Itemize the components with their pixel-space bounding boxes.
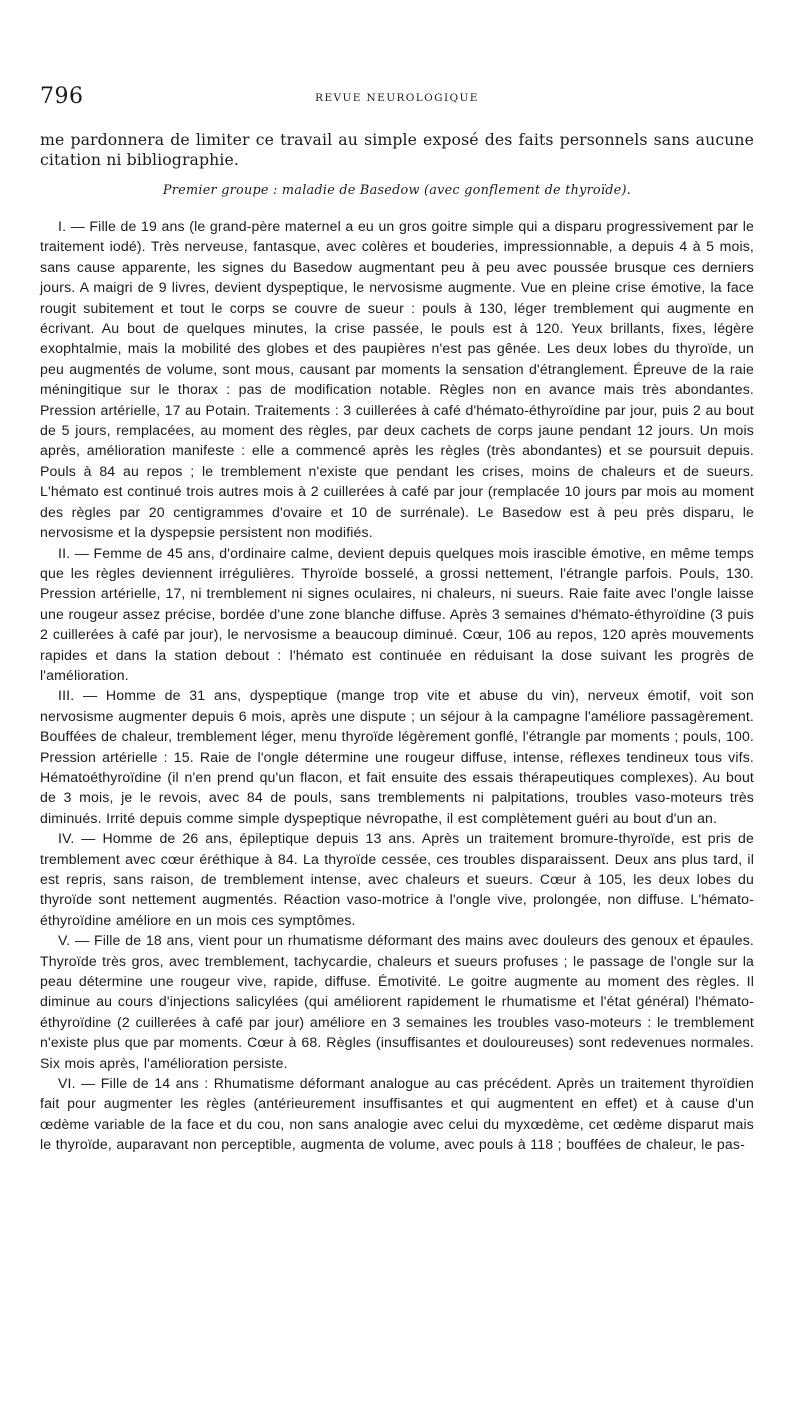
page-number: 796 xyxy=(40,84,84,109)
case-paragraph: VI. — Fille de 14 ans : Rhumatisme déformant analogue au cas précédent. Après un traitement thyroïdien fait pour augmenter les règles (antérieurement insuffisantes et qui augmentent en effet) et à cause d'un œdème variable de la face et du cou, non sans analogie avec celui du myxœdème, cet œdème disparut mais le thyroïde, auparavant non perceptible, augmenta de volume, avec pouls à 118 ; bouffées de chaleur, le pas- xyxy=(40,1075,754,1153)
intro-paragraph: me pardonnera de limiter ce travail au simple exposé des faits personnels sans aucune citation ni bibliographie. xyxy=(40,130,754,169)
page-header xyxy=(40,84,754,110)
running-title: REVUE NEUROLOGIQUE xyxy=(315,92,479,104)
case-paragraph: II. — Femme de 45 ans, d'ordinaire calme, devient depuis quelques mois irascible émotive, en même temps que les règles deviennent irrégulières. Thyroïde bosselé, a grossi nettement, l'étrangle parfois. Pouls, 130. Pression artérielle, 17, ni tremblement ni signes oculaires, ni chaleurs, ni sueurs. Raie faite avec l'ongle laisse une rougeur assez précise, bordée d'une zone blanche diffuse. Après 3 semaines d'hémato-éthyroïdine (3 puis 2 cuillerées à café par jour), le nervosisme a beaucoup diminué. Cœur, 106 au repos, 120 après mouvements rapides et dans la station debout : l'hémato est continuée en réduisant la dose suivant les progrès de l'amélioration. xyxy=(40,544,754,683)
case-list xyxy=(40,216,754,1155)
section-heading: Premier groupe : maladie de Basedow (avec gonflement de thyroïde). xyxy=(162,183,632,198)
case-paragraph: I. — Fille de 19 ans (le grand-père maternel a eu un gros goitre simple qui a disparu progressivement par le traitement iodé). Très nerveuse, fantasque, avec colères et bouderies, impressionnable, a depuis 4 à 5 mois, sans cause apparente, les signes du Basedow augmentant peu à peu avec poussée brusque ces derniers jours. A maigri de 9 livres, devient dyspeptique, le nervosisme augmente. Vue en pleine crise émotive, la face rougit subitement et tout le corps se couvre de sueur : pouls à 130, léger tremblement qui augmente en écrivant. Au bout de quelques minutes, la crise passée, le pouls est à 120. Yeux brillants, fixes, légère exophtalmie, mais la mobilité des globes et des paupières n'est pas gênée. Les deux lobes du thyroïde, un peu augmentés de volume, sont mous, causant par moments la sensation d'étranglement. Épreuve de la raie méningitique sur le thorax : pas de modification notable. Règles non en avance mais très abondantes. Pression artérielle, 17 au Potain. Traitements : 3 cuillerées à café d'hémato-éthyroïdine par jour, puis 2 au bout de 5 jours, remplacées, au moment des règles, par deux cachets de corps jaune pendant 12 jours. Un mois après, amélioration manifeste : elle a commencé après les règles (très abondantes) et se poursuit depuis. Pouls à 84 au repos ; le tremblement n'existe que pendant les crises, moins de chaleurs et de sueurs. L'hémato est continué trois autres mois à 2 cuillerées à café par jour (remplacée 10 jours par mois au moment des règles par 20 centigrammes d'ovaire et 10 de surrénale). Le Basedow est à peu près disparu, le nervosisme et la dyspepsie persistent non modifiés. xyxy=(40,218,754,541)
journal-page xyxy=(40,84,754,1155)
case-paragraph: IV. — Homme de 26 ans, épileptique depuis 13 ans. Après un traitement bromure-thyroïde, est pris de tremblement avec cœur éréthique à 84. La thyroïde cessée, ces troubles disparaissent. Deux ans plus tard, il est repris, sans raison, de tremblement intense, avec chaleurs et sueurs. Cœur à 105, les deux lobes du thyroïde sont nettement augmentés. Réaction vaso-motrice à l'ongle vive, prolongée, non diffuse. L'hémato-éthyroïdine améliore en un mois ces symptômes. xyxy=(40,830,754,928)
case-paragraph: III. — Homme de 31 ans, dyspeptique (mange trop vite et abuse du vin), nerveux émotif, voit son nervosisme augmenter depuis 6 mois, après une dispute ; un séjour à la campagne l'améliore passagèrement. Bouffées de chaleur, tremblement léger, menu thyroïde légèrement gonflé, l'étrangle par moments ; pouls, 100. Pression artérielle : 15. Raie de l'ongle détermine une rougeur diffuse, intense, réflexes tendineux tous vifs. Hématoéthyroïdine (il n'en prend qu'un flacon, et fait ensuite des essais thérapeutiques complexes). Au bout de 3 mois, je le revois, avec 84 de pouls, sans tremblements ni palpitations, troubles vaso-moteurs très diminués. Irrité depuis comme simple dyspeptique névropathe, il est complètement guéri au bout d'un an. xyxy=(40,687,754,826)
case-paragraph: V. — Fille de 18 ans, vient pour un rhumatisme déformant des mains avec douleurs des genoux et épaules. Thyroïde très gros, avec tremblement, tachycardie, chaleurs et sueurs profuses ; le passage de l'ongle sur la peau détermine une rougeur vive, rapide, diffuse. Émotivité. Le goitre augmente au moment des règles. Il diminue au cours d'injections salicylées (qui améliorent rapidement le rhumatisme et l'état général) l'hémato-éthyroïdine (2 cuillerées à café par jour) améliore en 3 semaines les troubles vaso-moteurs : le tremblement n'existe plus que par moments. Cœur à 68. Règles (insuffisantes et douloureuses) sont redevenues normales. Six mois après, l'amélioration persiste. xyxy=(40,932,754,1071)
